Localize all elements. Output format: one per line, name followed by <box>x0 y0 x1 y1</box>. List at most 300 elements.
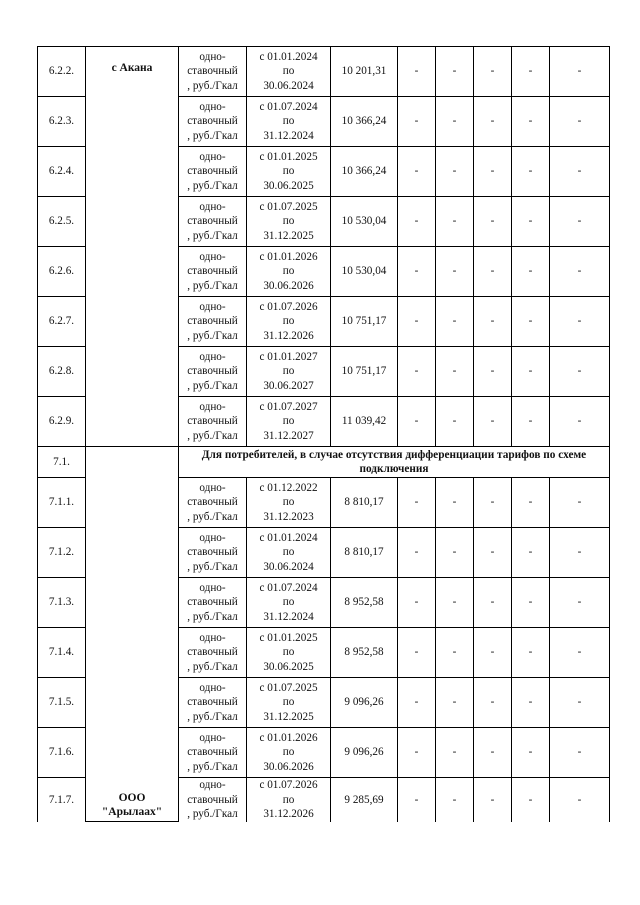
unit-cell <box>179 478 247 528</box>
dash-cell <box>436 347 474 397</box>
cell-line: 30.06.2027 <box>263 379 314 392</box>
tariff-value: 10 366,24 <box>341 165 387 178</box>
row-number: 7.1.3. <box>48 596 75 609</box>
period-cell <box>247 47 331 97</box>
dash-cell <box>398 297 436 347</box>
organization-name-line: "Арылаах" <box>101 806 163 818</box>
dash-cell <box>512 528 550 578</box>
dash-cell <box>512 397 550 447</box>
cell-line: одно- <box>199 150 226 163</box>
cell-line: 30.06.2026 <box>263 279 314 292</box>
unit-cell <box>179 97 247 147</box>
period-cell <box>247 147 331 197</box>
dash-value: - <box>490 496 495 509</box>
dash-cell <box>512 578 550 628</box>
dash-value: - <box>452 646 457 659</box>
dash-value: - <box>528 365 533 378</box>
dash-cell <box>512 728 550 778</box>
dash-value: - <box>490 546 495 559</box>
dash-cell <box>512 347 550 397</box>
tariff-value-cell <box>331 397 398 447</box>
dash-value: - <box>414 596 419 609</box>
cell-line: по <box>282 215 295 228</box>
dash-cell <box>550 778 610 822</box>
cell-line: одно- <box>199 250 226 263</box>
cell-line: , руб./Гкал <box>187 379 238 392</box>
dash-value: - <box>490 596 495 609</box>
tariff-value-cell <box>331 47 398 97</box>
dash-value: - <box>577 65 582 78</box>
dash-cell <box>550 728 610 778</box>
cell-line: ставочный <box>187 315 238 328</box>
row-number: 6.2.7. <box>48 315 75 328</box>
dash-value: - <box>577 315 582 328</box>
tariff-value-cell <box>331 678 398 728</box>
dash-value: - <box>452 265 457 278</box>
dash-value: - <box>528 696 533 709</box>
dash-cell <box>512 628 550 678</box>
dash-value: - <box>490 415 495 428</box>
cell-line: ставочный <box>187 265 238 278</box>
dash-cell <box>474 247 512 297</box>
tariff-value-cell <box>331 528 398 578</box>
dash-cell <box>398 678 436 728</box>
cell-line: одно- <box>199 50 226 63</box>
cell-line: , руб./Гкал <box>187 560 238 573</box>
row-number-cell <box>38 97 86 147</box>
cell-line: , руб./Гкал <box>187 279 238 292</box>
cell-line: , руб./Гкал <box>187 610 238 623</box>
dash-value: - <box>452 696 457 709</box>
cell-line: ставочный <box>187 215 238 228</box>
organization-name-line: ООО <box>118 792 146 804</box>
dash-cell <box>474 197 512 247</box>
cell-line: , руб./Гкал <box>187 510 238 523</box>
dash-value: - <box>490 646 495 659</box>
section-title: Для потребителей, в случае отсутствия дифференциации тарифов по схеме подключения <box>201 449 587 475</box>
dash-value: - <box>490 793 495 806</box>
dash-value: - <box>528 315 533 328</box>
row-number: 7.1.7. <box>48 793 75 806</box>
cell-line: , руб./Гкал <box>187 129 238 142</box>
tariff-value: 8 810,17 <box>344 546 384 559</box>
row-number-cell <box>38 528 86 578</box>
dash-cell <box>550 197 610 247</box>
dash-value: - <box>490 696 495 709</box>
dash-value: - <box>452 315 457 328</box>
dash-cell <box>398 778 436 822</box>
cell-line: ставочный <box>187 415 238 428</box>
tariff-table-body <box>38 47 610 822</box>
cell-line: одно- <box>199 779 226 791</box>
row-number: 6.2.6. <box>48 265 75 278</box>
cell-line: одно- <box>199 581 226 594</box>
dash-value: - <box>490 365 495 378</box>
row-number-cell <box>38 678 86 728</box>
dash-value: - <box>452 596 457 609</box>
dash-value: - <box>528 265 533 278</box>
period-cell <box>247 347 331 397</box>
dash-cell <box>398 147 436 197</box>
dash-value: - <box>577 265 582 278</box>
dash-cell <box>550 247 610 297</box>
cell-line: , руб./Гкал <box>187 808 238 820</box>
row-number: 7.1.1. <box>48 496 75 509</box>
unit-cell <box>179 297 247 347</box>
cell-line: 31.12.2025 <box>263 710 314 723</box>
cell-line: по <box>282 265 295 278</box>
cell-line: , руб./Гкал <box>187 660 238 673</box>
dash-cell <box>398 528 436 578</box>
dash-cell <box>474 528 512 578</box>
dash-value: - <box>414 215 419 228</box>
dash-value: - <box>414 65 419 78</box>
dash-cell <box>398 197 436 247</box>
dash-cell <box>550 678 610 728</box>
dash-cell <box>550 578 610 628</box>
dash-value: - <box>452 65 457 78</box>
dash-cell <box>436 728 474 778</box>
dash-cell <box>436 297 474 347</box>
section-row <box>38 447 610 478</box>
unit-cell <box>179 247 247 297</box>
dash-cell <box>436 47 474 97</box>
cell-line: с 01.01.2027 <box>259 350 318 363</box>
cell-line: ставочный <box>187 746 238 759</box>
tariff-value: 9 285,69 <box>344 793 384 806</box>
period-cell <box>247 478 331 528</box>
tariff-value-cell <box>331 347 398 397</box>
cell-line: 31.12.2024 <box>263 610 314 623</box>
row-number-cell <box>38 147 86 197</box>
dash-cell <box>436 778 474 822</box>
row-number-cell <box>38 47 86 97</box>
dash-cell <box>398 578 436 628</box>
dash-value: - <box>452 546 457 559</box>
dash-value: - <box>414 265 419 278</box>
tariff-value: 10 530,04 <box>341 265 387 278</box>
cell-line: по <box>282 496 295 509</box>
cell-line: одно- <box>199 481 226 494</box>
tariff-value: 10 530,04 <box>341 215 387 228</box>
cell-line: одно- <box>199 531 226 544</box>
dash-cell <box>550 347 610 397</box>
cell-line: по <box>282 793 295 806</box>
row-number: 7.1.2. <box>48 546 75 559</box>
row-number-cell <box>38 778 86 822</box>
dash-value: - <box>577 215 582 228</box>
dash-cell <box>474 397 512 447</box>
cell-line: 31.12.2025 <box>263 229 314 242</box>
dash-cell <box>512 47 550 97</box>
cell-line: одно- <box>199 631 226 644</box>
dash-cell <box>474 728 512 778</box>
dash-cell <box>474 47 512 97</box>
unit-cell <box>179 197 247 247</box>
dash-value: - <box>452 793 457 806</box>
tariff-value-cell <box>331 147 398 197</box>
dash-value: - <box>414 746 419 759</box>
period-cell <box>247 97 331 147</box>
organization-name: с Акана <box>111 62 153 74</box>
row-number-cell <box>38 578 86 628</box>
row-number-cell <box>38 197 86 247</box>
cell-line: с 01.07.2024 <box>259 100 318 113</box>
cell-line: по <box>282 65 295 78</box>
unit-cell <box>179 147 247 197</box>
cell-line: по <box>282 365 295 378</box>
cell-line: по <box>282 165 295 178</box>
cell-line: по <box>282 696 295 709</box>
period-cell <box>247 528 331 578</box>
period-cell <box>247 197 331 247</box>
cell-line: одно- <box>199 731 226 744</box>
dash-cell <box>550 628 610 678</box>
dash-value: - <box>490 215 495 228</box>
tariff-value: 10 201,31 <box>341 65 387 78</box>
unit-cell <box>179 397 247 447</box>
cell-line: по <box>282 546 295 559</box>
dash-value: - <box>577 746 582 759</box>
dash-cell <box>474 678 512 728</box>
dash-value: - <box>490 65 495 78</box>
dash-value: - <box>414 315 419 328</box>
dash-cell <box>436 678 474 728</box>
cell-line: 31.12.2026 <box>263 808 314 820</box>
dash-cell <box>398 628 436 678</box>
dash-cell <box>512 97 550 147</box>
dash-cell <box>550 397 610 447</box>
unit-cell <box>179 728 247 778</box>
cell-line: , руб./Гкал <box>187 710 238 723</box>
dash-value: - <box>490 315 495 328</box>
dash-cell <box>436 478 474 528</box>
dash-value: - <box>452 365 457 378</box>
cell-line: по <box>282 596 295 609</box>
tariff-value-cell <box>331 778 398 822</box>
row-number-cell <box>38 478 86 528</box>
dash-cell <box>436 628 474 678</box>
cell-line: с 01.07.2025 <box>259 681 318 694</box>
cell-line: с 01.07.2025 <box>259 200 318 213</box>
cell-line: , руб./Гкал <box>187 229 238 242</box>
tariff-value: 9 096,26 <box>344 746 384 759</box>
dash-value: - <box>414 496 419 509</box>
dash-cell <box>512 678 550 728</box>
row-number: 6.2.4. <box>48 165 75 178</box>
dash-cell <box>474 147 512 197</box>
dash-value: - <box>528 793 533 806</box>
dash-value: - <box>452 165 457 178</box>
cell-line: с 01.07.2026 <box>259 300 318 313</box>
period-cell <box>247 628 331 678</box>
cell-line: по <box>282 115 295 128</box>
cell-line: с 01.01.2025 <box>259 150 318 163</box>
row-number-cell <box>38 297 86 347</box>
cell-line: с 01.01.2024 <box>259 50 318 63</box>
organization-cell-top <box>86 47 179 447</box>
dash-cell <box>436 247 474 297</box>
row-number-cell <box>38 628 86 678</box>
tariff-value: 10 366,24 <box>341 115 387 128</box>
dash-cell <box>398 478 436 528</box>
dash-value: - <box>452 746 457 759</box>
dash-value: - <box>414 793 419 806</box>
period-cell <box>247 728 331 778</box>
tariff-value-cell <box>331 478 398 528</box>
cell-line: 31.12.2023 <box>263 510 314 523</box>
dash-value: - <box>490 165 495 178</box>
row-number: 6.2.2. <box>48 65 75 78</box>
dash-value: - <box>528 115 533 128</box>
dash-cell <box>550 147 610 197</box>
row-number: 7.1.6. <box>48 746 75 759</box>
dash-cell <box>512 147 550 197</box>
tariff-value: 8 952,58 <box>344 596 384 609</box>
cell-line: 30.06.2024 <box>263 560 314 573</box>
cell-line: ставочный <box>187 365 238 378</box>
tariff-value-cell <box>331 578 398 628</box>
dash-cell <box>398 397 436 447</box>
cell-line: одно- <box>199 100 226 113</box>
dash-value: - <box>490 265 495 278</box>
dash-cell <box>512 297 550 347</box>
dash-value: - <box>490 746 495 759</box>
tariff-value-cell <box>331 247 398 297</box>
cell-line: по <box>282 646 295 659</box>
row-number: 6.2.3. <box>48 115 75 128</box>
dash-cell <box>474 628 512 678</box>
dash-value: - <box>577 496 582 509</box>
dash-value: - <box>490 115 495 128</box>
dash-value: - <box>577 696 582 709</box>
dash-cell <box>398 47 436 97</box>
cell-line: ставочный <box>187 496 238 509</box>
cell-line: ставочный <box>187 65 238 78</box>
cell-line: одно- <box>199 200 226 213</box>
unit-cell <box>179 778 247 822</box>
dash-value: - <box>528 165 533 178</box>
dash-cell <box>550 478 610 528</box>
dash-value: - <box>452 496 457 509</box>
tariff-value: 10 751,17 <box>341 315 387 328</box>
dash-cell <box>436 578 474 628</box>
cell-line: по <box>282 315 295 328</box>
dash-cell <box>512 247 550 297</box>
organization-cell-bottom <box>86 447 179 822</box>
dash-value: - <box>414 646 419 659</box>
tariff-value-cell <box>331 297 398 347</box>
cell-line: , руб./Гкал <box>187 179 238 192</box>
unit-cell <box>179 347 247 397</box>
tariff-value-cell <box>331 728 398 778</box>
unit-cell <box>179 47 247 97</box>
dash-value: - <box>528 596 533 609</box>
unit-cell <box>179 628 247 678</box>
cell-line: с 01.07.2024 <box>259 581 318 594</box>
dash-cell <box>550 97 610 147</box>
dash-cell <box>474 297 512 347</box>
unit-cell <box>179 528 247 578</box>
dash-value: - <box>577 646 582 659</box>
tariff-value-cell <box>331 197 398 247</box>
cell-line: одно- <box>199 400 226 413</box>
tariff-table <box>37 46 610 822</box>
dash-cell <box>512 197 550 247</box>
row-number: 6.2.5. <box>48 215 75 228</box>
dash-cell <box>474 347 512 397</box>
dash-value: - <box>452 415 457 428</box>
period-cell <box>247 778 331 822</box>
dash-value: - <box>452 215 457 228</box>
dash-value: - <box>528 496 533 509</box>
section-number-cell <box>38 447 86 478</box>
cell-line: 31.12.2027 <box>263 429 314 442</box>
dash-value: - <box>577 365 582 378</box>
row-number: 7.1.4. <box>48 646 75 659</box>
dash-cell <box>398 97 436 147</box>
cell-line: с 01.01.2026 <box>259 731 318 744</box>
cell-line: ставочный <box>187 793 238 806</box>
cell-line: , руб./Гкал <box>187 329 238 342</box>
table-row <box>38 47 610 97</box>
cell-line: 30.06.2025 <box>263 660 314 673</box>
cell-line: , руб./Гкал <box>187 429 238 442</box>
cell-line: 30.06.2024 <box>263 79 314 92</box>
dash-cell <box>474 478 512 528</box>
cell-line: 30.06.2025 <box>263 179 314 192</box>
cell-line: 30.06.2026 <box>263 760 314 773</box>
tariff-value: 11 039,42 <box>341 415 387 428</box>
section-number: 7.1. <box>53 455 70 468</box>
dash-cell <box>550 528 610 578</box>
cell-line: ставочный <box>187 696 238 709</box>
period-cell <box>247 297 331 347</box>
cell-line: с 01.01.2024 <box>259 531 318 544</box>
dash-value: - <box>577 596 582 609</box>
section-title-cell <box>179 447 610 478</box>
period-cell <box>247 578 331 628</box>
cell-line: , руб./Гкал <box>187 79 238 92</box>
dash-value: - <box>577 115 582 128</box>
dash-value: - <box>414 165 419 178</box>
dash-value: - <box>528 746 533 759</box>
dash-value: - <box>528 646 533 659</box>
dash-value: - <box>577 546 582 559</box>
tariff-value: 10 751,17 <box>341 365 387 378</box>
dash-value: - <box>577 793 582 806</box>
tariff-value: 8 952,58 <box>344 646 384 659</box>
cell-line: по <box>282 746 295 759</box>
row-number-cell <box>38 247 86 297</box>
tariff-value: 8 810,17 <box>344 496 384 509</box>
dash-cell <box>512 478 550 528</box>
period-cell <box>247 397 331 447</box>
dash-value: - <box>414 415 419 428</box>
dash-value: - <box>528 415 533 428</box>
dash-cell <box>398 347 436 397</box>
dash-cell <box>436 528 474 578</box>
dash-cell <box>436 97 474 147</box>
dash-value: - <box>414 696 419 709</box>
dash-value: - <box>414 365 419 378</box>
dash-cell <box>474 97 512 147</box>
cell-line: одно- <box>199 681 226 694</box>
cell-line: с 01.01.2025 <box>259 631 318 644</box>
cell-line: по <box>282 415 295 428</box>
cell-line: одно- <box>199 300 226 313</box>
dash-cell <box>398 728 436 778</box>
